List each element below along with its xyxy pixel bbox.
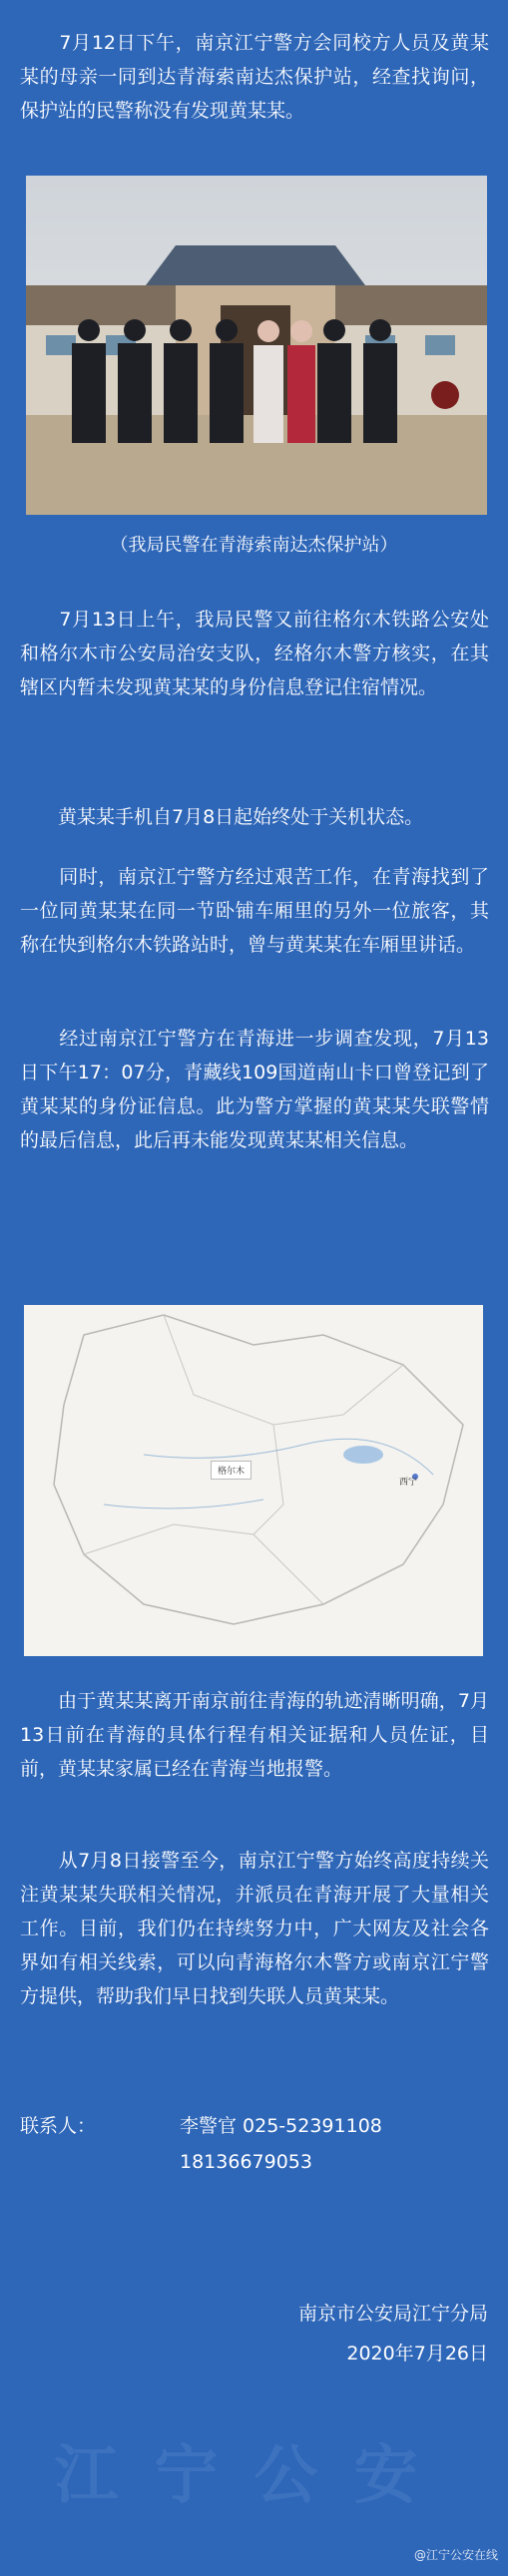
map-label-xining: 西宁 [399,1478,418,1488]
weibo-tag: @江宁公安在线 [413,2548,498,2562]
map-label-golmud: 格尔木 [211,1461,252,1480]
paragraph-7: 从7月8日接警至今，南京江宁警方始终高度持续关注黄某某失联相关情况，并派员在青海开展了大量相关工作。目前，我们仍在持续努力中，广大网友及社会各界如有相关线索，可以向青海格尔木警方或南京江宁警方提供，帮助我们早日找到失联人员黄某某。 [20,1850,489,2007]
contact-label: 联系人： [20,2115,97,2137]
photo-caption: （我局民警在青海索南达杰保护站） [110,535,398,556]
photo-illustration [26,176,487,515]
paragraph-2: 7月13日上午，我局民警又前往格尔木铁路公安处和格尔木市公安局治安支队，经格尔木警方核实，在其辖区内暂未发现黄某某的身份信息登记住宿情况。 [20,609,489,698]
signature-date: 2020年7月26日 [346,2343,488,2364]
paragraph-4: 同时，南京江宁警方经过艰苦工作，在青海找到了一位同黄某某在同一节卧铺车厢里的另外一位旅客，其称在快到格尔木铁路站时，曾与黄某某在车厢里讲话。 [20,866,489,956]
watermark: 江宁公安 [54,2439,454,2513]
paragraph-5: 经过南京江宁警方在青海进一步调查发现，7月13日下午17：07分，青藏线109国道南山卡口曾登记到了黄某某的身份证信息。此为警方掌握的黄某某失联警情的最后信息，此后再未能发现黄某某相关信息。 [20,1028,489,1151]
paragraph-1: 7月12日下午，南京江宁警方会同校方人员及黄某某的母亲一同到达青海索南达杰保护站，经查找询问，保护站的民警称没有发现黄某某。 [20,32,489,122]
photo-police-at-station [26,176,487,515]
contact-mobile: 18136679053 [180,2151,312,2173]
contact-name-phone: 李警官 025-52391108 [180,2115,382,2137]
paragraph-3: 黄某某手机自7月8日起始终处于关机状态。 [20,806,424,828]
signature-org: 南京市公安局江宁分局 [297,2303,488,2325]
map-qinghai [24,1305,483,1656]
paragraph-6: 由于黄某某离开南京前往青海的轨迹清晰明确，7月13日前在青海的具体行程有相关证据和人员佐证，目前，黄某某家属已经在青海当地报警。 [20,1690,489,1780]
